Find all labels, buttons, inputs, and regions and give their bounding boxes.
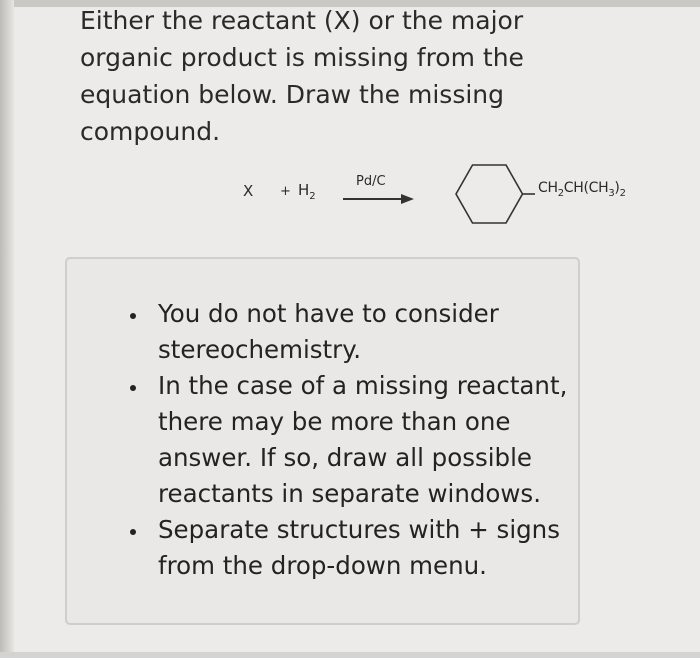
catalyst-label: Pd/C [356,174,386,189]
instruction-item: In the case of a missing reactant, there may be more than one answer. If so, draw all possible reactants in separate windows. [126,368,576,512]
product-substituent [538,180,626,199]
plus-sign: + [280,184,291,199]
substituent-subscript: 2 [557,187,564,199]
substituent-subscript: 3 [608,187,615,199]
substituent-part: CH(CH [563,180,609,196]
hydrogen-symbol: H [298,181,310,199]
reaction-arrow [343,198,403,200]
reaction-arrowhead [401,194,414,204]
cyclohexane-ring [455,163,527,225]
substituent-part: CH [538,180,558,196]
instructions-list [126,296,576,584]
hydrogen-reagent [298,181,316,202]
hydrogen-subscript: 2 [309,191,316,202]
instruction-item: You do not have to consider stereochemistry. [126,296,576,368]
substituent-part: ) [614,180,620,196]
substituent-subscript: 2 [619,187,626,199]
instruction-item: Separate structures with + signs from the drop-down menu. [126,512,576,584]
reactant-x: X [243,182,254,200]
bottom-edge [0,652,700,658]
question-text: Either the reactant (X) or the major organic product is missing from the equation below. Draw the missing compound. [80,6,524,146]
page-left-edge [0,0,14,658]
